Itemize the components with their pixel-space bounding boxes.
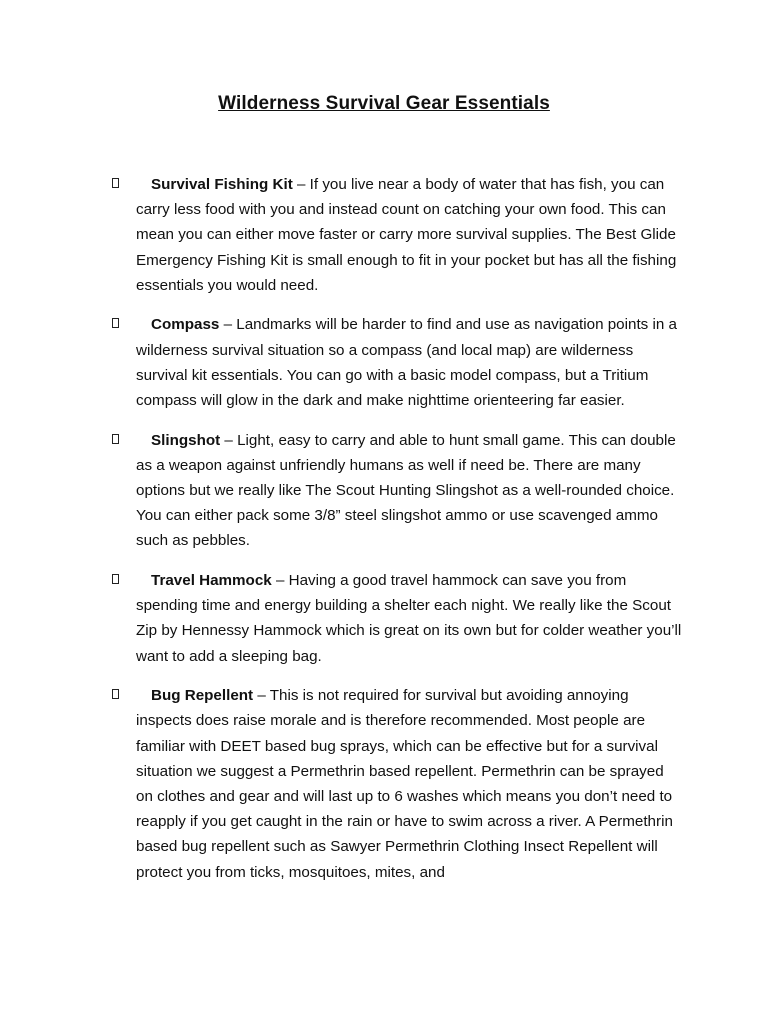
list-item-text xyxy=(136,312,684,413)
item-description: – Landmarks will be harder to find and use as navigation points in a wilderness survival situation so a compass (and local map) are wilderness survival kit essentials. You can go with a basic model compass, but a Tritium compass will glow in the dark and make nighttime orienteering far easier. xyxy=(136,316,677,410)
item-description: – Light, easy to carry and able to hunt small game. This can double as a weapon against unfriendly humans as well if need be. There are many options but we really like The Scout Hunting Slingshot as a well-rounded choice. You can either pack some 3/8” steel slingshot ammo or use scavenged ammo such as pebbles. xyxy=(136,431,676,550)
item-name: Travel Hammock xyxy=(151,572,272,590)
item-name: Slingshot xyxy=(151,431,221,449)
list-item xyxy=(136,172,684,298)
list-item-text xyxy=(136,428,684,554)
list-item-text xyxy=(136,172,684,298)
bullet-box-icon xyxy=(112,689,119,699)
document-title: Wilderness Survival Gear Essentials xyxy=(218,93,550,114)
gear-list xyxy=(0,172,768,899)
item-description: – Having a good travel hammock can save you from spending time and energy building a shelter each night. We really like the Scout Zip by Hennessy Hammock which is great on its own but for colder weather you’ll want to add a sleeping bag. xyxy=(136,572,682,665)
item-name: Survival Fishing Kit xyxy=(151,176,293,193)
list-item-text xyxy=(136,568,684,669)
bullet-box-icon xyxy=(112,574,119,584)
bullet-box-icon xyxy=(112,178,119,188)
bullet-box-icon xyxy=(112,318,119,328)
list-item xyxy=(136,568,684,669)
list-item xyxy=(136,683,684,885)
list-item xyxy=(136,312,684,413)
item-name: Compass xyxy=(151,316,220,334)
bullet-box-icon xyxy=(112,434,119,444)
item-name: Bug Repellent xyxy=(151,687,254,705)
list-item xyxy=(136,428,684,554)
item-description: – If you live near a body of water that has fish, you can carry less food with you and instead count on catching your own food. This can mean you can either move faster or carry more survival supplies. The Best Glide Emergency Fishing Kit is small enough to fit in your pocket but has all the fishing essentials you would need. xyxy=(136,176,677,294)
list-item-text xyxy=(136,683,684,885)
item-description: – This is not required for survival but avoiding annoying inspects does raise morale and is therefore recommended. Most people are familiar with DEET based bug sprays, which can be effective but for a survival situation we suggest a Permethrin based repellent. Permethrin can be sprayed on clothes and gear and will last up to 6 washes which means you don’t need to reapply if you get caught in the rain or have to swim across a river. A Permethrin based bug repellent such as Sawyer Permethrin Clothing Insect Repellent will protect you from ticks, mosquitoes, mites, and xyxy=(136,687,673,881)
